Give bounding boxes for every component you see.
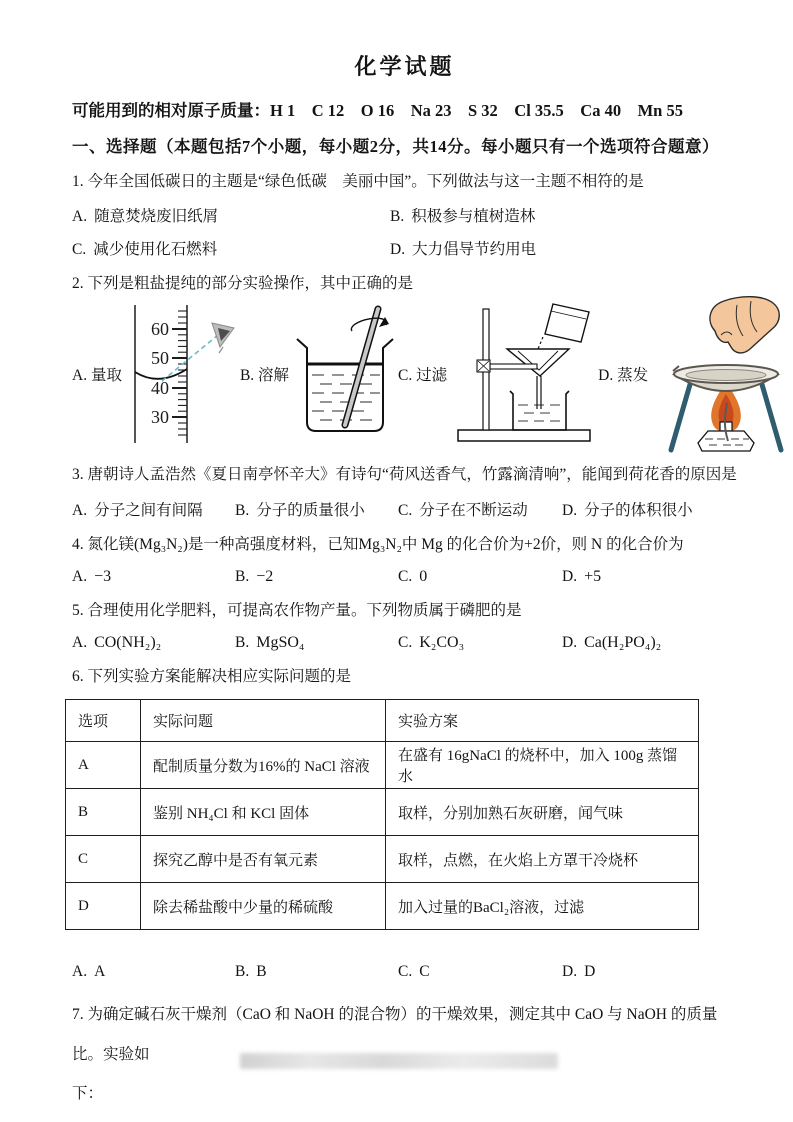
svg-text:40: 40: [150, 378, 169, 399]
q6-row-c-problem: 探究乙醇中是否有氧元素: [141, 836, 386, 883]
q4-option-a: A. −3: [72, 568, 112, 586]
hand-icon: [710, 297, 779, 353]
q1-option-d: D. 大力倡导节约用电: [390, 241, 537, 259]
cylinder-scale-labels: [151, 319, 169, 427]
q2-figure-b-label: B. 溶解: [239, 367, 290, 385]
q3-option-c: C. 分子在不断运动: [398, 502, 528, 520]
sight-line: [162, 335, 218, 381]
svg-text:30: 30: [150, 407, 169, 428]
measuring-cylinder-figure: [125, 302, 240, 446]
table-row-c: [66, 836, 699, 883]
q1-option-b: B. 积极参与植树造林: [390, 208, 536, 226]
table-row-b: [66, 789, 699, 836]
q6-option-b: B. B: [235, 963, 267, 981]
table-row-a: [66, 742, 699, 789]
q6-stem: 6. 下列实验方案能解决相应实际问题的是: [72, 668, 352, 686]
funnel-stem: [537, 376, 541, 409]
q3-option-a: A. 分子之间有间隔: [72, 502, 203, 520]
q6-table-header-row: [66, 700, 699, 742]
q2-figure-evaporating: [598, 293, 793, 455]
q6-option-a: A. A: [72, 963, 106, 981]
receiving-beaker: [510, 391, 569, 430]
svg-text:50: 50: [150, 348, 169, 369]
q6-row-b-problem: 鉴别 NH₄Cl 和 KCl 固体: [141, 789, 386, 836]
q7-stem-line2: 下：: [72, 1085, 104, 1103]
q6-answer-options: [72, 963, 737, 981]
q7-stem-line1: 7. 为确定碱石灰干燥剂（CaO 和 NaOH 的混合物）的干燥效果，测定其中 CaO 与 NaOH 的质量比。实验如: [72, 1006, 718, 1063]
q6-row-d-option: D: [66, 883, 141, 930]
q2-figure-dissolving: [240, 304, 398, 444]
q6-header-plan: 实验方案: [386, 700, 699, 742]
table-row-d: [66, 883, 699, 930]
q6-row-a-problem: 配制质量分数为16%的 NaCl 溶液: [141, 742, 386, 789]
q5-stem: 5. 合理使用化学肥料，可提高农作物产量。下列物质属于磷肥的是: [72, 602, 522, 620]
q6-row-d-problem: 除去稀盐酸中少量的稀硫酸: [141, 883, 386, 930]
q6-row-a-plan: 在盛有 16gNaCl 的烧杯中，加入 100g 蒸馏水: [386, 742, 699, 789]
q4-option-b: B. −2: [235, 568, 274, 586]
q2-figure-c-label: C. 过滤: [398, 367, 448, 385]
beaker-figure: [292, 304, 398, 444]
atomic-masses-line: 可能用到的相对原子质量：H 1 C 12 O 16 Na 23 S 32 Cl 35.5 Ca 40 Mn 55: [72, 101, 683, 120]
q3-option-b: B. 分子的质量很小: [235, 502, 365, 520]
stirring-rod: [345, 309, 378, 425]
pouring-beaker: [538, 304, 589, 349]
q4-option-d: D. +5: [562, 568, 602, 586]
q1-stem: 1. 今年全国低碳日的主题是“绿色低碳 美丽中国”。下列做法与这一主题不相符的是: [72, 173, 644, 190]
page-title: 化学试题: [354, 54, 455, 79]
watermark-bar: [240, 1053, 558, 1069]
q2-stem: 2. 下列是粗盐提纯的部分实验操作，其中正确的是: [72, 275, 414, 293]
q5-option-d: D. Ca(H₂PO₄)₂: [562, 634, 662, 652]
q2-figure-d-label: D. 蒸发: [598, 367, 649, 385]
q4-option-c: C. 0: [398, 568, 428, 586]
q4-options: [72, 568, 737, 586]
section-heading: 一、选择题（本题包括7个小题，每小题2分，共14分。每小题只有一个选项符合题意）: [72, 137, 719, 156]
q2-figures: [72, 298, 737, 450]
q6-row-a-option: A: [66, 742, 141, 789]
q6-row-b-option: B: [66, 789, 141, 836]
evaporation-figure: [651, 293, 793, 455]
q3-stem: 3. 唐朝诗人孟浩然《夏日南亭怀辛大》有诗句“荷风送香气，竹露滴清响”，能闻到荷花香的原因是: [72, 466, 737, 484]
q3-option-d: D. 分子的体积很小: [562, 502, 693, 520]
q5-options: [72, 634, 737, 652]
q6-header-option: 选项: [66, 700, 141, 742]
funnel: [507, 349, 569, 376]
pour-stream: [538, 337, 543, 349]
q6-row-c-plan: 取样，点燃，在火焰上方罩干冷烧杯: [386, 836, 699, 883]
q6-row-b-plan: 取样，分别加熟石灰研磨，闻气味: [386, 789, 699, 836]
q3-options: [72, 498, 737, 520]
q1-options: [72, 204, 737, 259]
q4-stem: 4. 氮化镁(Mg₃N₂)是一种高强度材料，已知Mg₃N₂中 Mg 的化合价为+2价，则 N 的化合价为: [72, 536, 684, 554]
q6-option-d: D. D: [562, 963, 596, 981]
q6-option-c: C. C: [398, 963, 430, 981]
q6-row-c-option: C: [66, 836, 141, 883]
q2-figure-measuring: [72, 302, 240, 446]
q6-table: [65, 699, 699, 930]
q5-option-c: C. K₂CO₃: [398, 634, 465, 652]
q1-option-a: A. 随意焚烧废旧纸屑: [72, 208, 219, 226]
q2-figure-a-label: A. 量取: [72, 367, 122, 385]
stand-base: [458, 430, 590, 441]
svg-text:60: 60: [150, 319, 169, 340]
q1-option-c: C. 减少使用化石燃料: [72, 241, 218, 259]
q6-row-d-plan: 加入过量的BaCl₂溶液，过滤: [386, 883, 699, 930]
q5-option-a: A. CO(NH₂)₂: [72, 634, 162, 652]
q6-header-problem: 实际问题: [141, 700, 386, 742]
q2-figure-filtering: [398, 299, 598, 449]
alcohol-lamp: [698, 403, 754, 451]
q5-option-b: B. MgSO₄: [235, 634, 305, 652]
filtration-figure: [450, 299, 598, 449]
